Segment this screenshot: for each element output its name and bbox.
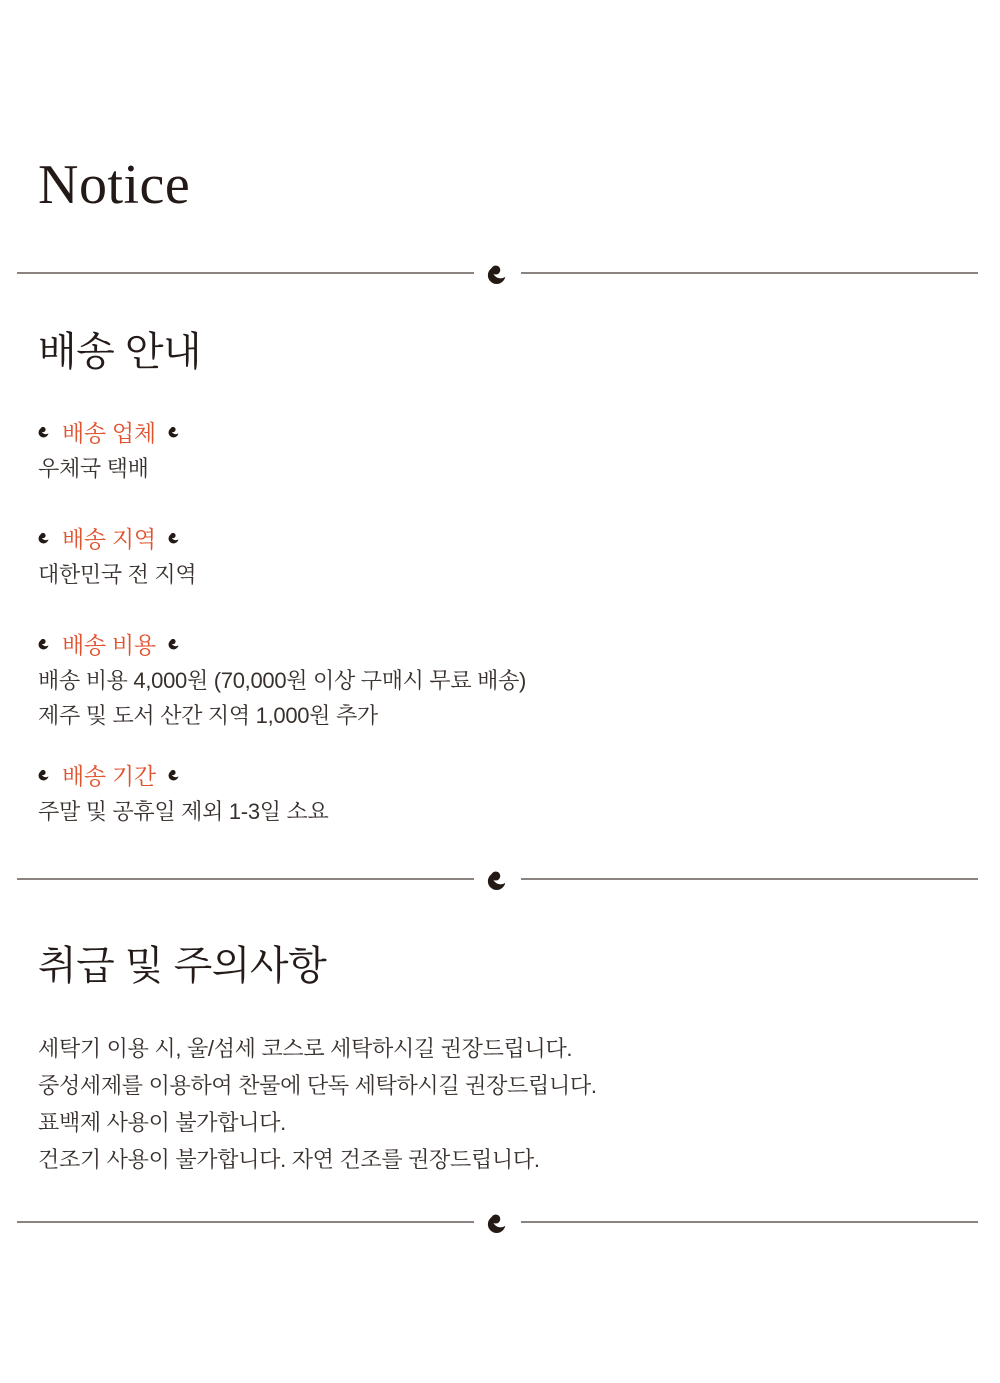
divider-line xyxy=(521,272,978,274)
care-instruction-line: 건조기 사용이 불가합니다. 자연 건조를 권장드립니다. xyxy=(38,1147,540,1172)
section-body xyxy=(38,557,1000,592)
crescent-dot-ornament-icon xyxy=(38,768,50,781)
section-title: 배송 지역 xyxy=(62,525,156,552)
section-body xyxy=(38,663,1000,733)
care-instructions xyxy=(38,1030,1000,1178)
divider-line xyxy=(17,878,474,880)
section-delivery-area xyxy=(38,522,1000,592)
section-body-line: 대한민국 전 지역 xyxy=(38,562,197,587)
section-body-line: 주말 및 공휴일 제외 1-3일 소요 xyxy=(38,799,329,824)
crescent-dot-ornament-icon xyxy=(487,1211,508,1234)
section-body-line: 제주 및 도서 산간 지역 1,000원 추가 xyxy=(38,703,378,728)
page-title: Notice xyxy=(38,154,191,216)
section-header xyxy=(38,522,1000,552)
crescent-dot-ornament-icon xyxy=(168,768,180,781)
delivery-heading: 배송 안내 xyxy=(38,330,202,374)
section-title: 배송 업체 xyxy=(62,419,156,446)
section-title: 배송 비용 xyxy=(62,631,156,658)
divider-line xyxy=(17,1221,474,1223)
divider-line xyxy=(521,878,978,880)
crescent-dot-ornament-icon xyxy=(487,262,508,285)
section-title: 배송 기간 xyxy=(62,762,156,789)
crescent-dot-ornament-icon xyxy=(38,531,50,544)
section-header xyxy=(38,416,1000,446)
section-delivery-cost xyxy=(38,628,1000,733)
notice-page xyxy=(0,150,1000,1383)
crescent-dot-ornament-icon xyxy=(168,637,180,650)
delivery-sections xyxy=(38,416,1000,829)
crescent-dot-ornament-icon xyxy=(38,425,50,438)
section-body-line: 우체국 택배 xyxy=(38,456,149,481)
care-instruction-line: 중성세제를 이용하여 찬물에 단독 세탁하시길 권장드립니다. xyxy=(38,1073,597,1098)
section-body-line: 배송 비용 4,000원 (70,000원 이상 구매시 무료 배송) xyxy=(38,668,527,693)
section-divider xyxy=(17,866,978,892)
crescent-dot-ornament-icon xyxy=(38,637,50,650)
section-divider xyxy=(17,260,978,286)
section-delivery-period xyxy=(38,759,1000,829)
crescent-dot-ornament-icon xyxy=(487,868,508,891)
section-body xyxy=(38,794,1000,829)
section-header xyxy=(38,759,1000,789)
section-divider xyxy=(17,1209,978,1235)
divider-line xyxy=(521,1221,978,1223)
care-instruction-line: 세탁기 이용 시, 울/섬세 코스로 세탁하시길 권장드립니다. xyxy=(38,1036,573,1061)
crescent-dot-ornament-icon xyxy=(168,531,180,544)
section-delivery-company xyxy=(38,416,1000,486)
care-instruction-line: 표백제 사용이 불가합니다. xyxy=(38,1110,286,1135)
crescent-dot-ornament-icon xyxy=(168,425,180,438)
divider-line xyxy=(17,272,474,274)
section-header xyxy=(38,628,1000,658)
section-body xyxy=(38,451,1000,486)
care-heading: 취급 및 주의사항 xyxy=(38,944,327,988)
